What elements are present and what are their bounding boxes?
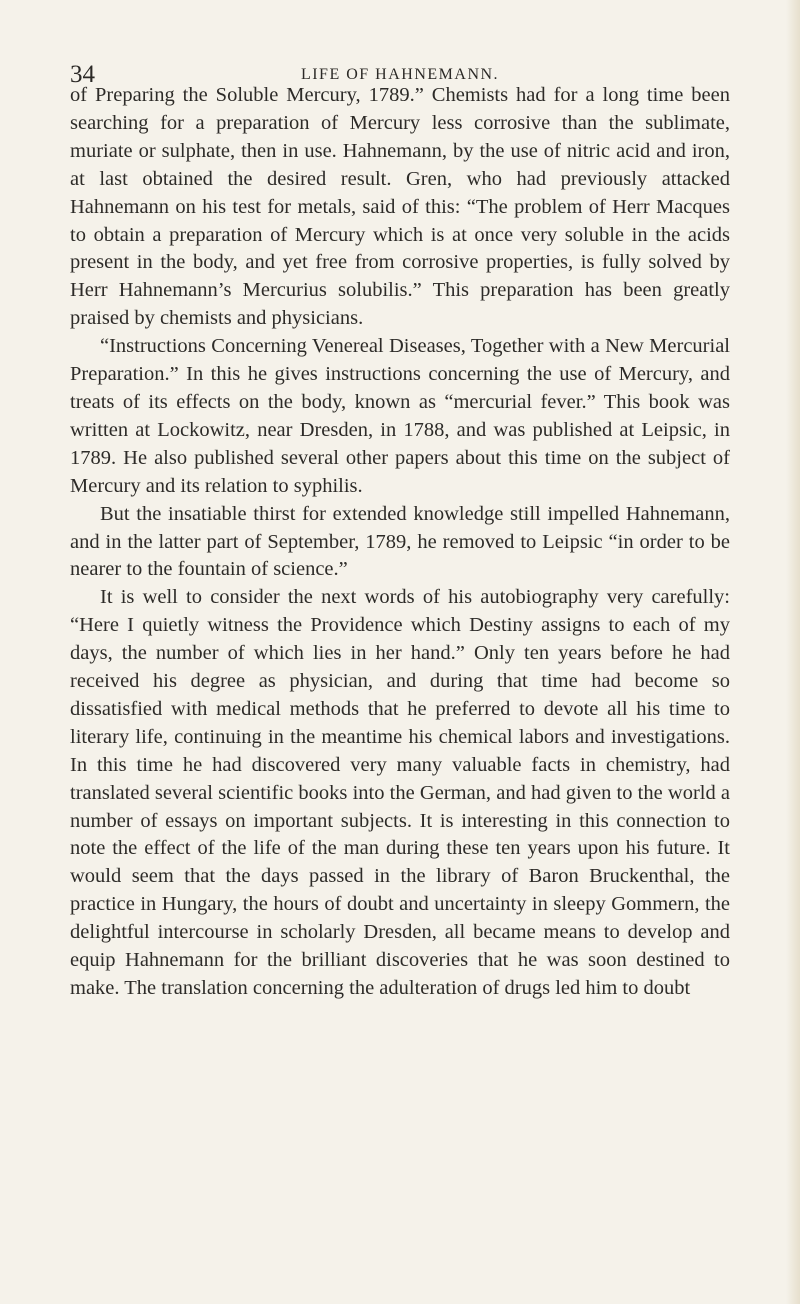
paragraph: It is well to consider the next words of his autobiography very carefully: “Here I quietly witness the Providence which Destiny assigns to each of my days, the number of which lies in her hand.” Only ten years before he had received his degree as physician, and during that time had become so dissatisfied with medical methods that he preferred to devote all his time to literary life, continuing in the meantime his chemical labors and investigations. In this time he had discovered very many valuable facts in chemistry, had translated several scientific books into the German, and had given to the world a number of essays on important subjects. It is interesting in this connection to note the effect of the life of the man during these ten years upon his future. It would seem that the days passed in the library of Baron Bruckenthal, the practice in Hungary, the hours of doubt and uncertainty in sleepy Gommern, the delightful intercourse in scholarly Dresden, all became means to develop and equip Hahnemann for the brilliant discoveries that he was soon destined to make. The translation concerning the adulteration of drugs led him to doubt: [70, 586, 730, 999]
page-edge-shadow: [786, 0, 800, 1304]
paragraph: of Preparing the Soluble Mercury, 1789.” Chemists had for a long time been searching for a preparation of Mercury less corrosive than the sublimate, muriate or sulphate, then in use. Hahnemann, by the use of nitric acid and iron, at last obtained the desired result. Gren, who had previously attacked Hahnemann on his test for metals, said of this: “The problem of Herr Macques to obtain a preparation of Mercury which is at once very soluble in the acids present in the body, and yet free from corrosive properties, is fully solved by Herr Hahnemann’s Mercurius solubilis.” This preparation has been greatly praised by chemists and physicians.: [70, 84, 730, 330]
paragraph: “Instructions Concerning Venereal Diseases, Together with a New Mercurial Preparation.” In this he gives instructions concerning the use of Mercury, and treats of its effects on the body, known as “mercurial fever.” This book was written at Lockowitz, near Dresden, in 1788, and was published at Leipsic, in 1789. He also published several other papers about this time on the subject of Mercury and its relation to syphilis.: [70, 335, 730, 497]
body-text: [70, 82, 730, 1003]
page-number: 34: [70, 61, 95, 88]
paragraph: But the insatiable thirst for extended knowledge still impelled Hahnemann, and in the latter part of September, 1789, he removed to Leipsic “in order to be nearer to the fountain of science.”: [70, 502, 730, 581]
running-title: LIFE OF HAHNEMANN.: [300, 66, 500, 83]
